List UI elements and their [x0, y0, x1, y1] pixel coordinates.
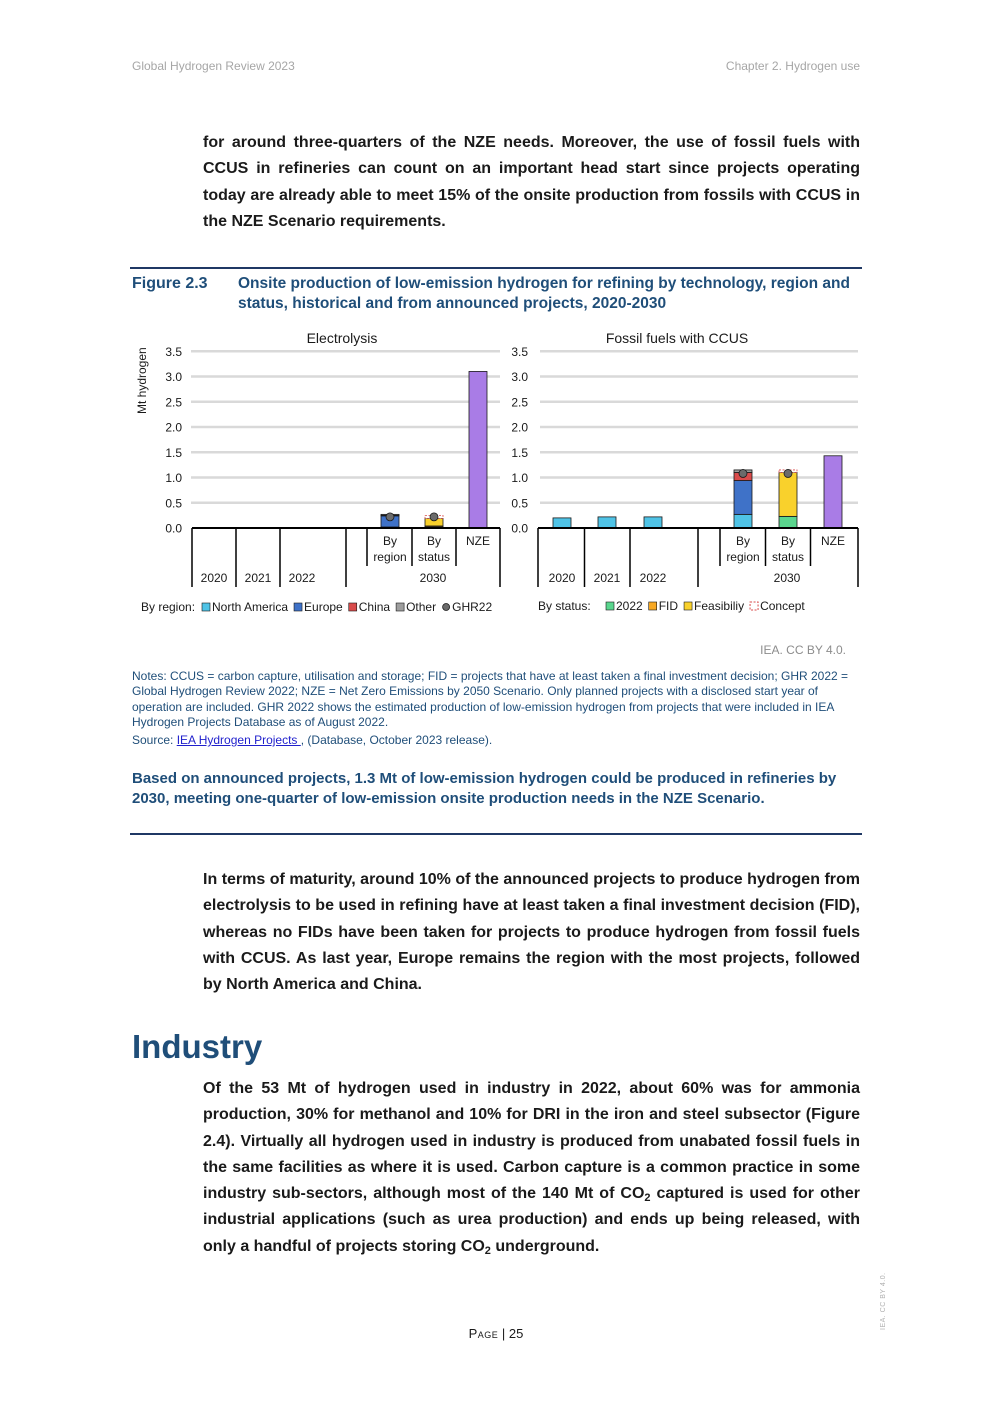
- ghr22-marker: [784, 469, 792, 477]
- maturity-paragraph-text: In terms of maturity, around 10% of the announced projects to produce hydrogen from electrolysis to be used in refining have at least taken a final investment decision (FID), whereas no FIDs have been taken for projects to produce hydrogen from fossil fuels with CCUS. As last year, Europe remains the region with the most projects, followed by North America and China.: [203, 871, 860, 994]
- figure-label: Figure 2.3: [132, 275, 208, 292]
- year-group-label: 2020: [548, 571, 576, 585]
- side-credit: IEA. CC BY 4.0.: [880, 1272, 887, 1330]
- figure-chart: [0, 0, 992, 660]
- y-tick-label: 1.0: [165, 471, 182, 485]
- industry-paragraph: [203, 1076, 860, 1260]
- figure-source: [132, 733, 492, 747]
- page-footer: [0, 1326, 992, 1341]
- bar-segment-2022: [779, 516, 797, 528]
- intro-paragraph-text: for around three-quarters of the NZE needs. Moreover, the use of fossil fuels with CCUS in refineries can count on an important head start since projects operating today are already able to meet 15% of the onsite production from fossils with CCUS in the NZE Scenario requirements.: [203, 134, 860, 230]
- y-tick-label: 3.0: [511, 370, 528, 384]
- chart-title: Fossil fuels with CCUS: [605, 330, 749, 346]
- legend-north-america-label: North America: [212, 600, 289, 614]
- chart-electrolysis: [165, 330, 500, 587]
- bar-segment-europe: [734, 481, 752, 515]
- legend-by-region: [141, 600, 492, 614]
- y-tick-label: 1.5: [165, 445, 182, 460]
- category-label: By: [382, 534, 398, 548]
- running-header-title: Global Hydrogen Review 2023: [132, 59, 295, 73]
- running-header-chapter: Chapter 2. Hydrogen use: [725, 59, 860, 73]
- bar-segment-north-america: [734, 514, 752, 528]
- y-tick-label: 3.5: [511, 344, 528, 359]
- legend-ghr22-label: GHR22: [452, 600, 493, 614]
- ghr22-marker: [430, 513, 438, 521]
- legend-feasibiliy-label: Feasibiliy: [694, 599, 745, 613]
- co2-subscript-1: 2: [644, 1192, 651, 1205]
- chart-fossil-ccus: [511, 330, 858, 587]
- year-group-label: 2030: [419, 571, 447, 585]
- industry-text-part1: Of the 53 Mt of hydrogen used in industry in 2022, about 60% was for ammonia production, 30% for methanol and 10% for DRI in the iron and steel subsector (Figure 2.4). Virtually all hydrogen used in industry is produced from unabated fossil fuels in the same facilities as where it is used. Carbon capture is a common practice in some industry sub-sectors, although most of the 140 Mt of CO: [203, 1080, 860, 1203]
- figure-takeaway: Based on announced projects, 1.3 Mt of low-emission hydrogen could be produced in refineries by 2030, meeting one-quarter of low-emission onsite production needs in the NZE Scenario.: [132, 770, 837, 807]
- ghr22-marker: [739, 469, 747, 477]
- category-label: status: [417, 550, 451, 564]
- legend-north-america-swatch: [202, 603, 210, 611]
- legend-europe-label: Europe: [304, 600, 343, 614]
- industry-text-part2: captured is used for other industrial applications (such as urea production) and ends up being released, with only a handful of projects storing CO: [203, 1185, 860, 1255]
- industry-paragraph-text: [203, 1076, 860, 1260]
- legend-fid-swatch: [649, 602, 657, 610]
- legend-other-swatch: [396, 603, 404, 611]
- figure-notes: Notes: CCUS = carbon capture, utilisation and storage; FID = projects that have at least taken a final investment decision; GHR 2022 = Global Hydrogen Review 2022; NZE = Net Zero Emissions by 2050 Scenario. Only planned projects with a disclosed start year of operation are included. GHR 2022 shows the estimated production of low-emission hydrogen from projects that were included in IEA Hydrogen Projects Database as of August 2022.: [132, 669, 849, 729]
- bar-segment-feasibiliy: [779, 472, 797, 516]
- legend-2022-label: 2022: [616, 599, 643, 613]
- bar-segment-north-america: [553, 518, 571, 528]
- page-number: 25: [508, 1326, 524, 1341]
- bar-segment-north-america: [598, 517, 616, 528]
- legend-china-swatch: [349, 603, 357, 611]
- y-tick-label: 1.5: [511, 445, 528, 460]
- section-heading-industry: Industry: [132, 1028, 263, 1065]
- category-label: region: [373, 550, 407, 564]
- y-tick-label: 2.5: [511, 395, 528, 410]
- year-group-label: 2022: [639, 571, 667, 585]
- source-suffix: , (Database, October 2023 release).: [300, 733, 493, 747]
- year-group-label: 2022: [288, 571, 316, 585]
- legend-europe-swatch: [294, 603, 302, 611]
- figure-title: Onsite production of low-emission hydrogen for refining by technology, region and status, historical and from announced projects, 2020-2030: [238, 275, 850, 312]
- legend-title: By region:: [141, 600, 196, 614]
- source-link[interactable]: IEA Hydrogen Projects: [176, 733, 301, 747]
- industry-text-part3: underground.: [490, 1237, 600, 1255]
- co2-subscript-2: 2: [484, 1244, 491, 1257]
- y-tick-label: 2.5: [165, 395, 182, 410]
- legend-ghr22-marker: [443, 604, 450, 611]
- legend-feasibiliy-swatch: [684, 602, 692, 610]
- maturity-paragraph: [203, 867, 860, 998]
- category-label: NZE: [466, 534, 490, 548]
- y-tick-label: 0.5: [165, 496, 182, 511]
- year-group-label: 2020: [200, 571, 228, 585]
- bar-segment-nze: [469, 371, 487, 528]
- legend-by-status: [538, 599, 805, 613]
- year-group-label: 2030: [773, 571, 801, 585]
- y-tick-label: 0.0: [165, 521, 182, 536]
- bar-segment-nze: [824, 456, 842, 528]
- y-tick-label: 3.0: [165, 370, 182, 384]
- year-group-label: 2021: [593, 571, 621, 585]
- category-label: status: [771, 550, 805, 564]
- legend-concept-label: Concept: [760, 599, 805, 613]
- y-axis-label: Mt hydrogen: [135, 347, 149, 414]
- figure-bottom-rule: [130, 833, 862, 835]
- chart-title: Electrolysis: [306, 330, 378, 346]
- legend-china-label: China: [358, 600, 391, 614]
- source-prefix: Source:: [132, 733, 177, 747]
- y-tick-label: 0.0: [511, 521, 528, 536]
- y-tick-label: 3.5: [165, 344, 182, 359]
- y-tick-label: 0.5: [511, 496, 528, 511]
- bar-segment-north-america: [644, 517, 662, 528]
- y-tick-label: 2.0: [165, 420, 182, 435]
- figure-credit: IEA. CC BY 4.0.: [760, 643, 846, 657]
- legend-fid-label: FID: [658, 599, 679, 613]
- page-separator: |: [498, 1326, 509, 1341]
- ghr22-marker: [386, 513, 394, 521]
- y-tick-label: 1.0: [511, 471, 528, 485]
- legend-concept-swatch: [750, 602, 758, 610]
- legend-title: By status:: [538, 599, 591, 613]
- category-label: By: [735, 534, 751, 548]
- year-group-label: 2021: [244, 571, 272, 585]
- legend-other-label: Other: [406, 600, 437, 614]
- y-tick-label: 2.0: [511, 420, 528, 435]
- category-label: By: [780, 534, 796, 548]
- category-label: By: [426, 534, 442, 548]
- legend-2022-swatch: [606, 602, 614, 610]
- category-label: NZE: [821, 534, 845, 548]
- page-word: Page: [468, 1326, 499, 1341]
- category-label: region: [726, 550, 760, 564]
